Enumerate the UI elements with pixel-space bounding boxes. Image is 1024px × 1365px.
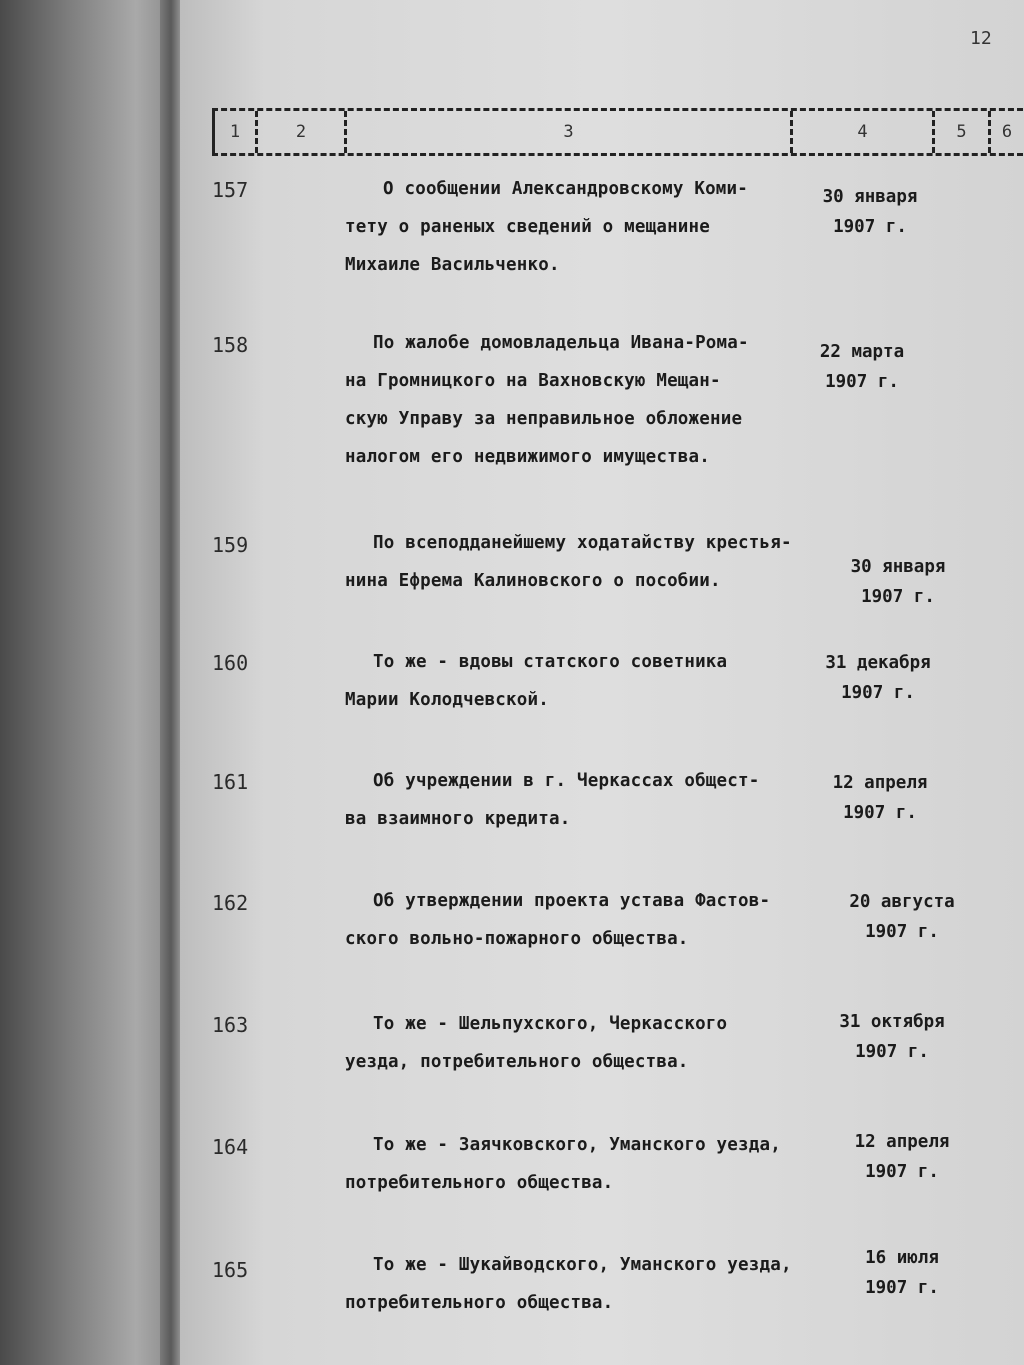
page-number: 12 [970, 28, 992, 49]
description-line: потребительного общества. [345, 1293, 614, 1313]
description-line: То же - Шельпухского, Черкасского [373, 1014, 728, 1034]
date-year: 1907 г. [841, 683, 915, 703]
entry-date [800, 768, 960, 828]
entry-date [822, 1243, 982, 1303]
description-line: нина Ефрема Калиновского о пособии. [345, 571, 721, 591]
description-line: Об учреждении в г. Черкассах общест- [373, 771, 760, 791]
entry-description [345, 524, 845, 600]
entry-description [345, 1246, 845, 1322]
date-year: 1907 г. [861, 587, 935, 607]
header-col-1: 1 [215, 111, 258, 153]
description-line: То же - Шукайводского, Уманского уезда, [373, 1255, 792, 1275]
entry-date [822, 1127, 982, 1187]
entry-description [345, 643, 805, 719]
description-line: По жалобе домовладельца Ивана-Рома- [373, 333, 749, 353]
date-day: 30 января [850, 557, 946, 577]
entry-date [812, 1007, 972, 1067]
header-col-4: 4 [793, 111, 935, 153]
header-col-6: 6 [1001, 122, 1013, 142]
entry-date [790, 182, 950, 242]
entry-date [818, 552, 978, 612]
description-line: О сообщении Александровскому Коми- [383, 179, 749, 199]
date-day: 31 октября [839, 1012, 945, 1032]
date-year: 1907 г. [825, 372, 899, 392]
description-line: По всеподданейшему ходатайству крестья- [373, 533, 792, 553]
date-day: 20 августа [849, 892, 955, 912]
entry-number: 159 [212, 533, 249, 557]
date-year: 1907 г. [865, 1162, 939, 1182]
entry-number: 163 [212, 1013, 249, 1037]
header-col-5: 5 [935, 111, 991, 153]
description-line: потребительного общества. [345, 1173, 614, 1193]
description-line: То же - Заячковского, Уманского уезда, [373, 1135, 781, 1155]
page-fold [160, 0, 182, 1365]
header-col-3: 3 [347, 111, 793, 153]
entry-number: 161 [212, 770, 249, 794]
header-col-2: 2 [258, 111, 347, 153]
entry-number: 160 [212, 651, 249, 675]
description-line: Марии Колодчевской. [345, 690, 549, 710]
entry-description [345, 324, 805, 476]
description-line: уезда, потребительного общества. [345, 1052, 689, 1072]
entry-description [345, 170, 805, 284]
description-line: То же - вдовы статского советника [373, 652, 728, 672]
entry-description [345, 762, 805, 838]
date-day: 31 декабря [825, 653, 931, 673]
date-day: 16 июля [865, 1248, 939, 1268]
entry-number: 162 [212, 891, 249, 915]
date-year: 1907 г. [865, 1278, 939, 1298]
description-line: Михаиле Васильченко. [345, 255, 560, 275]
date-day: 30 января [822, 187, 918, 207]
description-line: скую Управу за неправильное обложение [345, 409, 743, 429]
description-line: на Громницкого на Вахновскую Мещан- [345, 371, 721, 391]
date-year: 1907 г. [843, 803, 917, 823]
entry-date [782, 337, 942, 397]
description-line: ва взаимного кредита. [345, 809, 571, 829]
description-line: Об утверждении проекта устава Фастов- [373, 891, 771, 911]
date-day: 22 марта [819, 342, 905, 362]
table-header [212, 108, 1023, 156]
entry-date [822, 887, 982, 947]
entry-description [345, 1126, 845, 1202]
binding-shadow [0, 0, 170, 1365]
date-year: 1907 г. [855, 1042, 929, 1062]
entry-number: 164 [212, 1135, 249, 1159]
date-year: 1907 г. [865, 922, 939, 942]
date-day: 12 апреля [832, 773, 928, 793]
entry-number: 157 [212, 178, 249, 202]
date-day: 12 апреля [854, 1132, 950, 1152]
entry-number: 158 [212, 333, 249, 357]
entry-description [345, 882, 825, 958]
date-year: 1907 г. [833, 217, 907, 237]
description-line: налогом его недвижимого имущества. [345, 447, 711, 467]
description-line: ского вольно-пожарного общества. [345, 929, 689, 949]
description-line: тету о раненых сведений о мещанине [345, 217, 711, 237]
entry-date [798, 648, 958, 708]
entry-number: 165 [212, 1258, 249, 1282]
entry-description [345, 1005, 805, 1081]
